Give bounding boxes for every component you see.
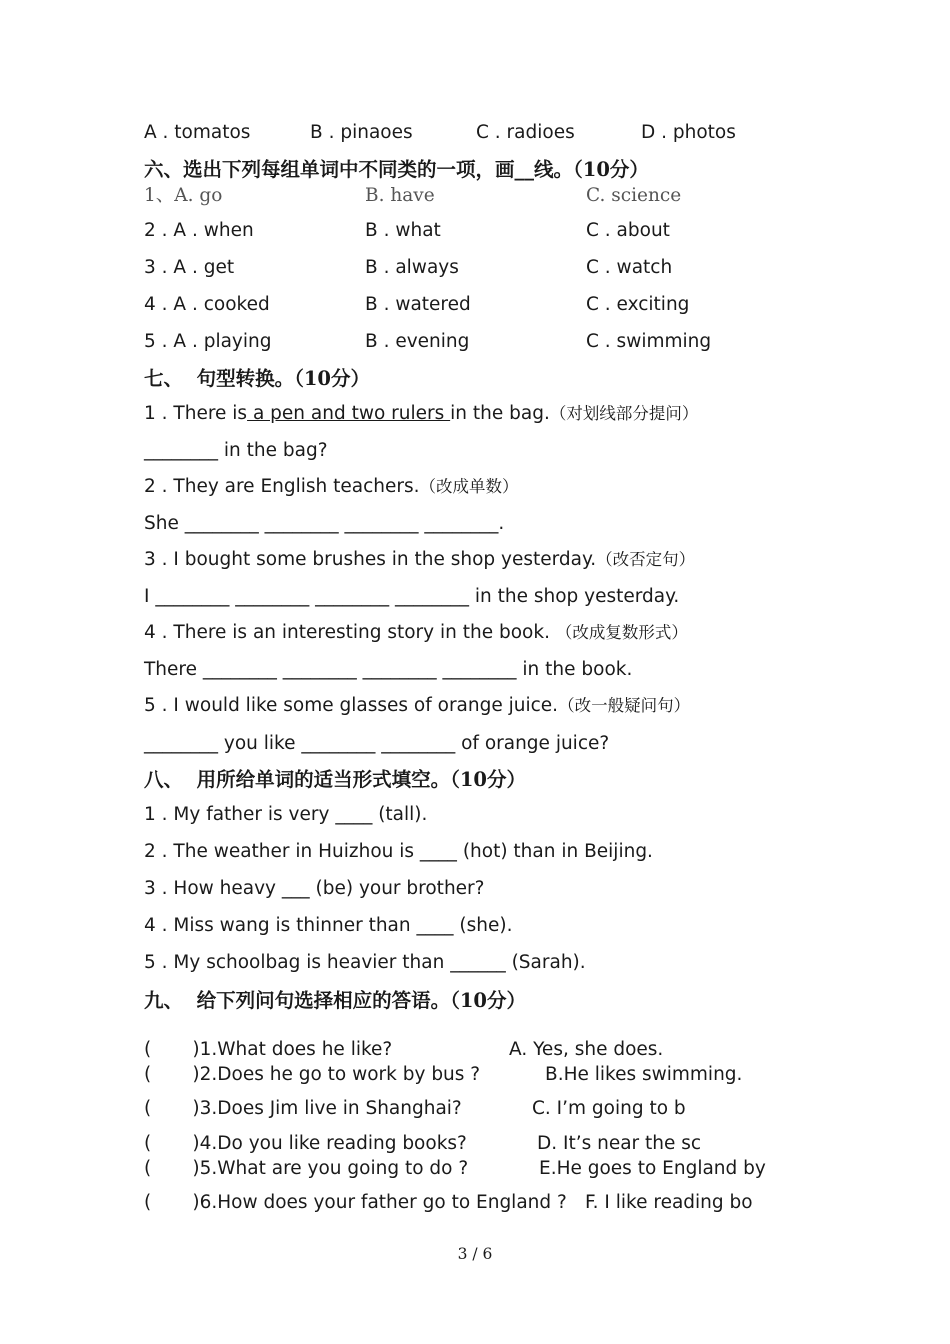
s6-row1-c: C. science [586, 185, 682, 206]
s9-question-3: ( )3.Does Jim live in Shanghai? [144, 1098, 462, 1119]
s9-answer-e: E.He goes to England by [539, 1158, 766, 1179]
s7-q5 [144, 697, 690, 716]
s7-q4-note: （改成复数形式） [555, 623, 688, 642]
s7-q2 [144, 478, 519, 497]
s6-row3-a: 3 . A . get [144, 257, 235, 278]
section7-title: 七、 句型转换。（10分） [144, 367, 370, 390]
s7-q1-note: （对划线部分提问） [549, 404, 699, 423]
s7-q1-answer: ________ in the bag? [144, 440, 328, 461]
s6-row2-c: C . about [586, 220, 670, 241]
s7-q2-answer: She ________ ________ ________ ________. [144, 513, 505, 534]
s7-q1-pre: 1 . There is [144, 403, 248, 424]
section6-title: 六、选出下列每组单词中不同类的一项，画__线。（10分） [144, 158, 649, 181]
s6-row1-a: 1、A. go [144, 185, 223, 206]
s9-answer-a: A. Yes, she does. [509, 1039, 664, 1060]
s7-q3 [144, 551, 695, 570]
s9-answer-f: F. I like reading bo [585, 1192, 753, 1213]
s7-q3-note: （改否定句） [596, 550, 696, 569]
s9-question-1: ( )1.What does he like? [144, 1039, 393, 1060]
s7-q4 [144, 624, 688, 643]
s7-q1-underlined: a pen and two rulers [247, 403, 451, 424]
s9-question-6: ( )6.How does your father go to England ? [144, 1192, 567, 1213]
s7-q4-answer: There ________ ________ ________ ________ in the book. [144, 659, 633, 680]
s7-q3-answer: I ________ ________ ________ ________ in the shop yesterday. [144, 586, 680, 607]
page-number: 3 / 6 [457, 1245, 493, 1263]
section8-title: 八、 用所给单词的适当形式填空。（10分） [144, 768, 526, 791]
s7-q5-note: （改一般疑问句） [558, 696, 691, 715]
s6-row2-a: 2 . A . when [144, 220, 254, 241]
s6-row5-a: 5 . A . playing [144, 331, 272, 352]
s8-item-3: 3 . How heavy ___ (be) your brother? [144, 878, 485, 899]
s7-q4-text: 4 . There is an interesting story in the book. [144, 622, 556, 643]
s7-q1-post: in the bag. [450, 403, 550, 424]
s7-q2-note: （改成单数） [419, 477, 519, 496]
s6-row5-b: B . evening [365, 331, 470, 352]
s6-row4-b: B . watered [365, 294, 471, 315]
s9-question-4: ( )4.Do you like reading books? [144, 1133, 467, 1154]
s6-row5-c: C . swimming [586, 331, 712, 352]
s8-item-2: 2 . The weather in Huizhou is ____ (hot) than in Beijing. [144, 841, 653, 862]
s6-row3-b: B . always [365, 257, 459, 278]
option-a: A . tomatos [144, 122, 251, 143]
s8-item-1: 1 . My father is very ____ (tall). [144, 804, 428, 825]
s6-row1-b: B. have [365, 185, 435, 206]
s8-item-5: 5 . My schoolbag is heavier than ______ (Sarah). [144, 952, 586, 973]
s9-answer-c: C. I’m going to b [532, 1098, 686, 1119]
s9-answer-b: B.He likes swimming. [545, 1064, 743, 1085]
option-c: C . radioes [476, 122, 575, 143]
s7-q2-text: 2 . They are English teachers. [144, 476, 420, 497]
s7-q5-answer: ________ you like ________ ________ of orange juice? [144, 733, 610, 754]
s7-q5-text: 5 . I would like some glasses of orange juice. [144, 695, 559, 716]
option-d: D . photos [641, 122, 736, 143]
s7-q1 [144, 405, 698, 424]
option-b: B . pinaoes [310, 122, 413, 143]
s9-answer-d: D. It’s near the sc [537, 1133, 702, 1154]
s9-question-2: ( )2.Does he go to work by bus ? [144, 1064, 481, 1085]
section9-title: 九、 给下列问句选择相应的答语。（10分） [144, 989, 526, 1012]
s6-row2-b: B . what [365, 220, 441, 241]
s6-row4-a: 4 . A . cooked [144, 294, 270, 315]
s9-question-5: ( )5.What are you going to do ? [144, 1158, 469, 1179]
s6-row3-c: C . watch [586, 257, 673, 278]
s7-q3-text: 3 . I bought some brushes in the shop yesterday. [144, 549, 597, 570]
s6-row4-c: C . exciting [586, 294, 690, 315]
s8-item-4: 4 . Miss wang is thinner than ____ (she). [144, 915, 513, 936]
